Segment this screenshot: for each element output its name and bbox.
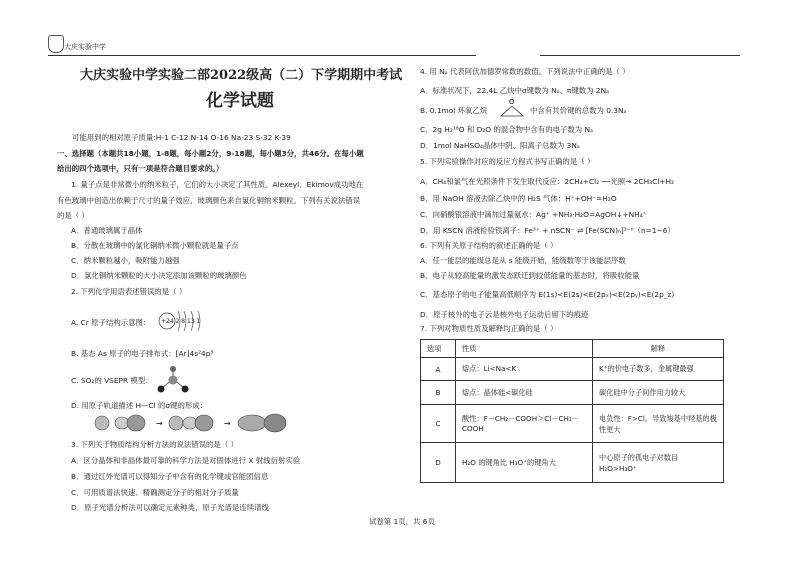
q6-option-b: B．电子从较高能量的激发态跃迁到较低能量的基态时，将吸收能量 [420,271,640,280]
q4-option-b: B. 0.1mol 环氧乙烷 [420,106,488,115]
q7-table [420,339,724,483]
section-heading-line2: 给出的四个选项中，只有一项是符合题目要求的。） [57,164,224,173]
q3-option-b: B．通过红外光谱可以得知分子中含有的化学键或官能团信息 [71,472,269,481]
cr-atom-shells: +24 2 8 13 1 [161,318,201,325]
q3-stem: 3. 下列关于物质结构分析方法的说法错误的是（ ） [71,440,238,449]
q6-stem: 6. 下列有关原子结构的叙述正确的是（ ） [420,241,558,250]
q4-option-c: C．2g H₂¹⁸O 和 D₂O 的混合物中含有的电子数为 Nₐ [420,125,593,134]
q5-option-a: A．CH₄和氯气在光照条件下发生取代反应：2CH₄+Cl₂ ──光照→ 2CH₃Cl+H₂ [420,177,675,186]
q4-stem: 4. 用 Nₐ 代表阿伏加德罗常数的数值。下列说法中正确的是（ ） [420,67,630,76]
q1-line2: 有色玻璃中创造出依赖于尺寸的量子效应，玻璃颜色来自氯化铜纳米颗粒。下列有关说法错误 [57,196,361,205]
table-row [421,358,724,381]
q2-option-a: A. Cr 原子结构示意图： [71,318,151,327]
q4-option-a: A．标准状况下，22.4L 乙炔中σ键数为 Nₐ、π键数为 2Nₐ [420,86,610,95]
table-cell: 熔点：晶体硅<碳化硅 [456,381,593,405]
table-cell: 熔点：Li<Na<K [456,358,593,381]
table-cell: 电负性：F>Cl，导致羧基中羟基的极性更大 [593,405,724,443]
header-rule-right [540,55,740,56]
q5-option-b: B．用 NaOH 溶液去除乙炔中的 H₂S 气体：H⁺+OH⁻=H₂O [420,194,617,203]
exam-subtitle: 化学试题 [206,91,274,111]
q6-option-d: D．原子核外的电子云是核外电子运动后留下的痕迹 [420,310,589,319]
table-cell: 碳化硅中分子间作用力较大 [593,381,724,405]
exam-title: 大庆实验中学实验二部2022级高（二）下学期期中考试 [80,68,403,83]
table-header-row [421,340,724,358]
table-cell: A [421,358,456,381]
so2-vsepr-model [155,362,191,396]
svg-text:→: → [156,419,163,428]
q1-line3: 的是（ ） [57,211,89,220]
svg-text:→: → [224,419,231,428]
table-row [421,381,724,405]
q7-stem: 7. 下列对物质性质及解释均正确的是（ ） [420,324,558,333]
ethylene-oxide-structure [496,96,528,118]
table-cell: 中心原子的孤电子对数目 H₂O>H₃O⁺ [593,443,724,483]
table-cell: 酸性：F－CH₂－COOH＞Cl－CH₂－COOH [456,405,593,443]
table-header-cell: 解释 [593,340,724,358]
table-header-cell: 性质 [456,340,593,358]
q6-option-a: A．任一能层的能级总是从 s 能级开始，能级数等于该能层序数 [420,256,626,265]
table-row [421,405,724,443]
sigma-bond-orbital-diagram [92,410,302,436]
q1-option-b: B．分散在玻璃中的氯化铜纳米微小颗粒就是量子点 [71,241,239,250]
q2-option-b: B. 基态 As 原子的电子排布式：[Ar]4s²4p³ [71,349,214,358]
table-cell: H₂O 的键角比 H₃O⁺的键角大 [456,443,593,483]
q1-line1: 1. 量子点是非常微小的纳米粒子，它们的大小决定了其性质。Alexeyl．Ekimov成功地在 [71,180,364,189]
q4-option-b-rest: 中含有共价键的总数为 0.3Nₐ [530,106,627,115]
table-row [421,443,724,483]
q6-option-c: C．基态原子的电子能量高低顺序为 E(1s)<E(2s)<E(2pₓ)<E(2pᵧ)<E(2p_z) [420,290,675,299]
header-rule-left [48,55,476,56]
q4-option-d: D．1mol NaHSO₄晶体中阴、阳离子总数为 3Nₐ [420,141,580,150]
svg-text:O: O [509,98,515,106]
q2-option-d: D. 用原子轨道描述 H—Cl 的σ键的形成： [71,401,208,410]
logo-text: 大庆实验中学 [64,43,106,51]
q3-option-c: C．可用质谱法快速、精确测定分子的相对分子质量 [71,488,239,497]
q1-option-c: C．纳米颗粒越小，吸附能力越强 [71,256,180,265]
table-cell: C [421,405,456,443]
q5-option-c: C．向硝酸银溶液中滴加过量氨水：Ag⁺ +NH₃·H₂O=AgOH↓+NH₄⁺ [420,210,647,219]
q2-option-c: C. SO₂的 VSEPR 模型： [71,376,153,385]
q3-option-d: D．原子光谱分析法可以确定元素种类，原子光谱是连续谱线 [71,503,269,512]
school-logo [48,35,64,53]
q1-option-d: D．氯化铜纳米颗粒的大小决定添加该颗粒的玻璃颜色 [71,271,247,280]
q3-option-a: A．区分晶体和非晶体最可靠的科学方法是对固体进行 X 射线衍射实验 [71,456,301,465]
table-cell: D [421,443,456,483]
table-cell: K⁺的价电子数多，金属键最强 [593,358,724,381]
table-cell: B [421,381,456,405]
q5-stem: 5. 下列实验操作对应的反应方程式书写正确的是（ ） [420,157,595,166]
atomic-masses: 可能用到的相对原子质量:H-1 C-12 N-14 O-16 Na-23 S-32 K-39 [72,133,291,142]
q5-option-d: D．用 KSCN 溶液检验铁离子：Fe³⁺ + nSCN⁻ ⇌ [Fe(SCN)ₙ]³⁻ⁿ（n=1~6） [420,226,675,235]
q1-option-a: A．普通玻璃属于晶体 [71,226,143,235]
section-heading-line1: 一、选择题（本题共18小题，1-8题，每小题2分，9-18题，每小题3分，共46分。在每小题 [57,149,364,158]
page-footer: 试卷第 1页，共 6页 [369,517,435,526]
table-header-cell: 选项 [421,340,456,358]
q2-stem: 2. 下列化学用语表述错误的是（ ） [71,287,187,296]
